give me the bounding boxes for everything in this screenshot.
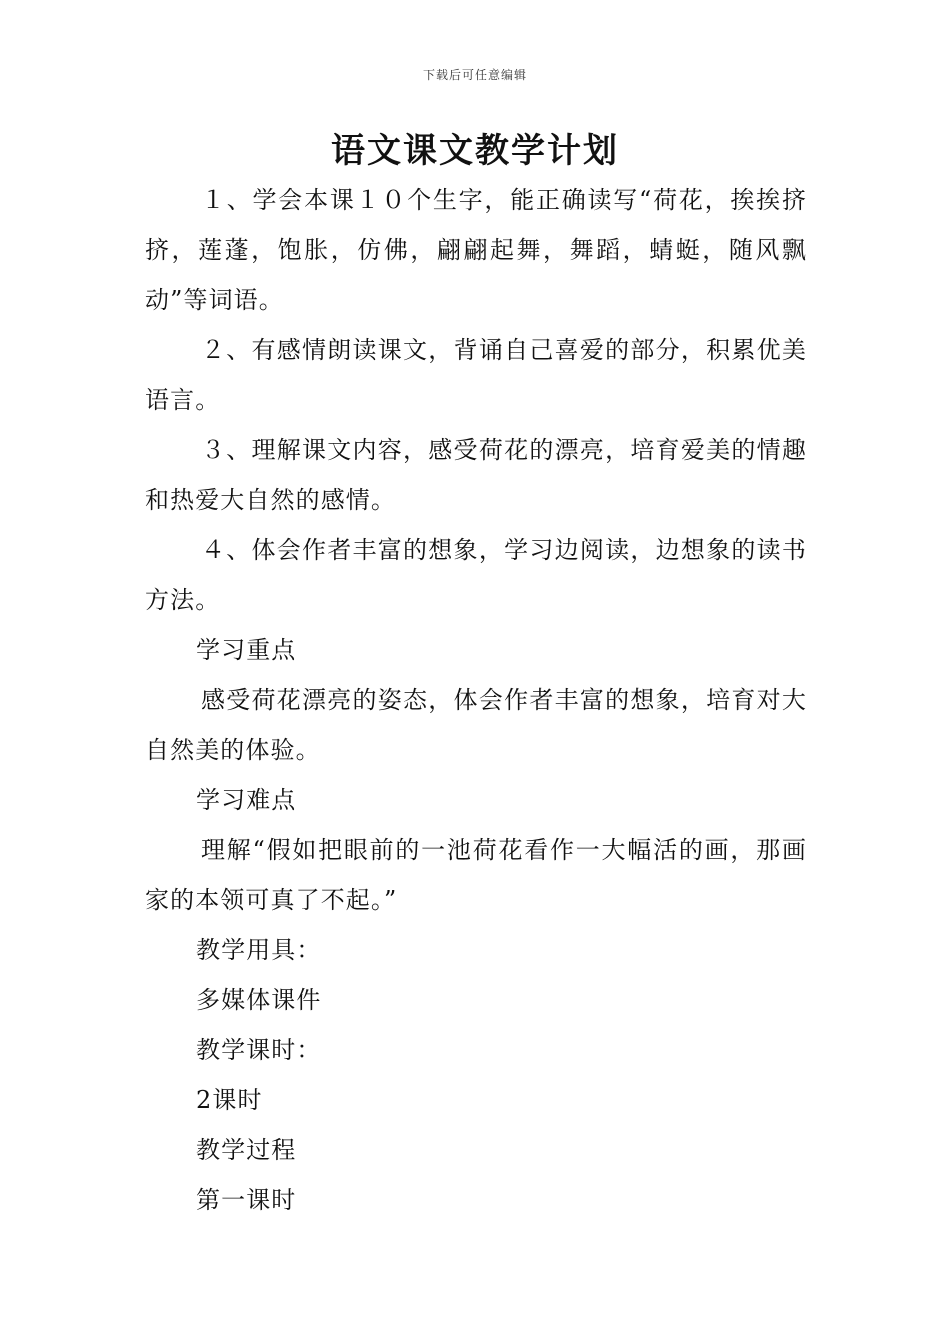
objective-paragraph-3: ３、理解课文内容，感受荷花的漂亮，培育爱美的情趣和热爱大自然的感情。 bbox=[145, 436, 807, 514]
difficulty-heading: 学习难点 bbox=[196, 786, 297, 814]
difficulty-paragraph: 理解“假如把眼前的一池荷花看作一大幅活的画，那画家的本领可真了不起。” bbox=[145, 836, 807, 914]
tools-value: 多媒体课件 bbox=[196, 986, 322, 1014]
objective-paragraph-4: ４、体会作者丰富的想象，学习边阅读，边想象的读书方法。 bbox=[145, 536, 807, 614]
process-heading: 教学过程 bbox=[196, 1136, 297, 1164]
objective-paragraph-2: ２、有感情朗读课文，背诵自己喜爱的部分，积累优美语言。 bbox=[145, 336, 807, 414]
first-lesson-heading: 第一课时 bbox=[196, 1186, 297, 1214]
header-note: 下载后可任意编辑 bbox=[422, 68, 527, 82]
key-points-paragraph: 感受荷花漂亮的姿态，体会作者丰富的想象，培育对大自然美的体验。 bbox=[145, 686, 807, 764]
document-title: 语文课文教学计划 bbox=[331, 131, 619, 171]
document-body bbox=[145, 175, 807, 1225]
hours-value: 2课时 bbox=[196, 1086, 263, 1114]
key-points-heading: 学习重点 bbox=[196, 636, 297, 664]
tools-heading: 教学用具： bbox=[196, 936, 322, 964]
hours-heading: 教学课时： bbox=[196, 1036, 322, 1064]
objective-paragraph-1: １、学会本课１０个生字，能正确读写“荷花，挨挨挤挤，莲蓬，饱胀，仿佛，翩翩起舞，舞蹈，蜻蜓，随风飘动”等词语。 bbox=[145, 186, 807, 314]
